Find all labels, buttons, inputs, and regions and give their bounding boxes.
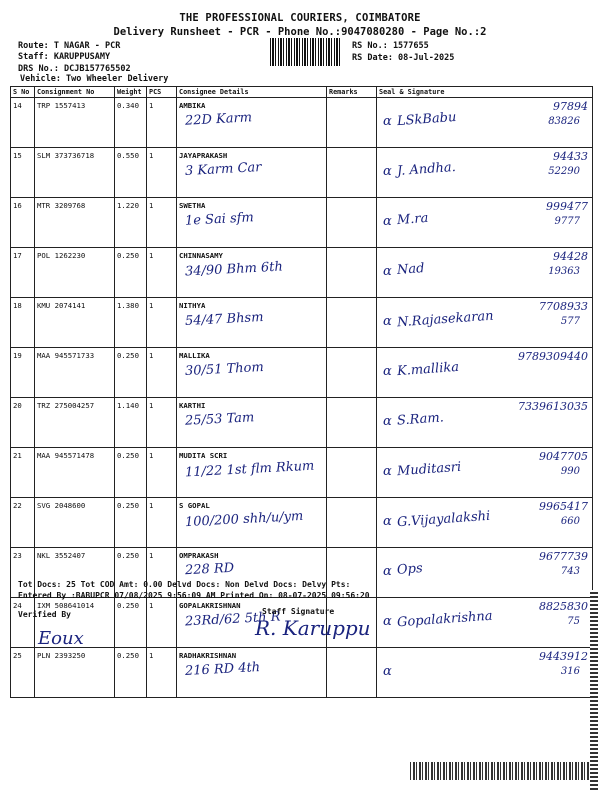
row-consignee	[177, 448, 327, 498]
row-consignee	[177, 298, 327, 348]
handwritten-phone: 94428	[553, 250, 588, 263]
row-pcs: 1	[147, 498, 177, 548]
row-consignee	[177, 248, 327, 298]
row-consignment: MTR 3209768	[35, 198, 115, 248]
signature-mark: α	[383, 514, 392, 529]
handwritten-address: 228 RD	[184, 560, 235, 579]
row-weight: 1.380	[115, 298, 147, 348]
handwritten-phone: 9965417	[539, 500, 588, 513]
signature-mark: α	[383, 314, 392, 329]
handwritten-signature: LSkBabu	[396, 109, 457, 130]
handwritten-phone-cont: 9777	[554, 216, 580, 227]
row-seal-signature	[377, 198, 593, 248]
row-consignment: KMU 2074141	[35, 298, 115, 348]
row-remarks	[327, 498, 377, 548]
table-row	[11, 548, 593, 598]
handwritten-signature: Ops	[396, 561, 424, 578]
consignee-name: SWETHA	[179, 201, 206, 210]
signature-mark: α	[383, 664, 392, 679]
table-row	[11, 148, 593, 198]
row-seal-signature	[377, 348, 593, 398]
row-pcs: 1	[147, 248, 177, 298]
handwritten-address: 216 RD 4th	[184, 660, 261, 679]
row-sno: 16	[11, 198, 35, 248]
consignee-name: KARTHI	[179, 401, 206, 410]
table-row	[11, 348, 593, 398]
row-sno: 19	[11, 348, 35, 398]
handwritten-address: 11/22 1st flm Rkum	[184, 458, 315, 481]
consignee-name: S GOPAL	[179, 501, 210, 510]
handwritten-address: 100/200 shh/u/ym	[184, 508, 304, 531]
handwritten-phone: 9047705	[539, 450, 588, 463]
row-consignment: NKL 3552407	[35, 548, 115, 598]
row-seal-signature	[377, 148, 593, 198]
route-label: Route: T NAGAR - PCR	[18, 41, 121, 51]
row-seal-signature	[377, 298, 593, 348]
row-pcs: 1	[147, 298, 177, 348]
row-consignee	[177, 98, 327, 148]
drs-number: DRS No.: DCJB157765502	[18, 64, 131, 74]
col-sno-header: S No	[11, 87, 35, 98]
row-weight: 1.140	[115, 398, 147, 448]
row-consignee	[177, 548, 327, 598]
row-consignment: TRP 1557413	[35, 98, 115, 148]
row-remarks	[327, 148, 377, 198]
handwritten-phone: 9789309440	[518, 350, 588, 363]
handwritten-phone: 94433	[553, 150, 588, 163]
row-weight: 0.250	[115, 598, 147, 648]
handwritten-phone: 8825830	[539, 600, 588, 613]
report-subtitle: Delivery Runsheet - PCR - Phone No.:9047080280 - Page No.:2	[113, 26, 487, 38]
handwritten-phone: 999477	[546, 200, 588, 213]
row-pcs: 1	[147, 598, 177, 648]
row-pcs: 1	[147, 148, 177, 198]
verifier-signature: Eoux	[38, 628, 84, 649]
handwritten-address: 25/53 Tam	[184, 410, 255, 429]
row-weight: 1.220	[115, 198, 147, 248]
row-consignment: MAA 945571733	[35, 348, 115, 398]
row-pcs: 1	[147, 448, 177, 498]
row-sno: 24	[11, 598, 35, 648]
handwritten-address: 23Rd/62 5th R	[184, 609, 281, 630]
consignee-name: AMBIKA	[179, 101, 206, 110]
handwritten-address: 54/47 Bhsm	[184, 309, 264, 330]
signature-mark: α	[383, 114, 392, 129]
row-remarks	[327, 98, 377, 148]
row-consignment: MAA 945571478	[35, 448, 115, 498]
handwritten-address: 30/51 Thom	[184, 359, 265, 380]
handwritten-phone-cont: 83826	[548, 116, 580, 127]
entered-by-line: Entered By :BABUPCR 07/08/2025 9:56:09 AM Printed On: 08-07-2025 09:56:20	[18, 591, 370, 600]
col-weight-header: Weight	[115, 87, 147, 98]
row-sno: 21	[11, 448, 35, 498]
row-seal-signature	[377, 98, 593, 148]
edge-barcode	[590, 590, 598, 790]
row-sno: 17	[11, 248, 35, 298]
handwritten-signature: M.ra	[396, 210, 429, 229]
col-consignee-header: Consignee Details	[177, 87, 327, 98]
consignee-name: GOPALAKRISHNAN	[179, 601, 241, 610]
row-sno: 23	[11, 548, 35, 598]
row-consignee	[177, 348, 327, 398]
col-remarks-header: Remarks	[327, 87, 377, 98]
row-remarks	[327, 248, 377, 298]
handwritten-signature: Gopalakrishna	[396, 608, 494, 631]
table-row	[11, 248, 593, 298]
handwritten-address: 3 Karm Car	[184, 160, 262, 179]
handwritten-phone: 9443912	[539, 650, 588, 663]
table-row	[11, 298, 593, 348]
col-consignment-header: Consignment No	[35, 87, 115, 98]
table-row	[11, 498, 593, 548]
table-header-row	[11, 87, 593, 98]
row-consignment: POL 1262230	[35, 248, 115, 298]
row-sno: 15	[11, 148, 35, 198]
table-row	[11, 198, 593, 248]
row-sno: 14	[11, 98, 35, 148]
row-weight: 0.550	[115, 148, 147, 198]
handwritten-phone-cont: 577	[560, 316, 580, 327]
col-pcs-header: PCS	[147, 87, 177, 98]
handwritten-phone: 9677739	[539, 550, 588, 563]
handwritten-signature: J. Andha.	[396, 159, 457, 180]
row-weight: 0.250	[115, 648, 147, 698]
rs-date: RS Date: 08-Jul-2025	[352, 53, 455, 63]
consignee-name: NITHYA	[179, 301, 206, 310]
handwritten-signature: G.Vijayalakshi	[396, 508, 491, 531]
col-seal-header: Seal & Signature	[377, 87, 593, 98]
handwritten-phone: 7339613035	[518, 400, 588, 413]
handwritten-phone-cont: 316	[560, 666, 580, 677]
signature-mark: α	[383, 164, 392, 179]
row-consignee	[177, 498, 327, 548]
row-consignment: IXM 508641014	[35, 598, 115, 648]
signature-mark: α	[383, 464, 392, 479]
table-row	[11, 648, 593, 698]
row-pcs: 1	[147, 398, 177, 448]
row-pcs: 1	[147, 198, 177, 248]
handwritten-phone-cont: 660	[560, 516, 580, 527]
row-remarks	[327, 398, 377, 448]
consignee-name: CHINNASAMY	[179, 251, 223, 260]
row-sno: 22	[11, 498, 35, 548]
row-pcs: 1	[147, 348, 177, 398]
verified-by-label: Verified By	[18, 610, 71, 619]
consignee-name: MALLIKA	[179, 351, 210, 360]
row-remarks	[327, 448, 377, 498]
handwritten-phone: 97894	[553, 100, 588, 113]
row-weight: 0.250	[115, 498, 147, 548]
consignee-name: OMPRAKASH	[179, 551, 219, 560]
report-title: THE PROFESSIONAL COURIERS, COIMBATORE	[179, 12, 421, 24]
barcode-image	[270, 38, 340, 66]
handwritten-phone: 7708933	[539, 300, 588, 313]
row-weight: 0.250	[115, 548, 147, 598]
handwritten-phone-cont: 990	[560, 466, 580, 477]
row-remarks	[327, 548, 377, 598]
row-seal-signature	[377, 598, 593, 648]
staff-signature-label: Staff Signature	[262, 607, 335, 616]
row-remarks	[327, 348, 377, 398]
totals-line: Tot Docs: 25 Tot COD Amt: 0.00 Delvd Docs: Non Delvd Docs: Delvy Pts:	[18, 580, 351, 589]
signature-mark: α	[383, 614, 392, 629]
handwritten-address: 34/90 Bhm 6th	[184, 259, 284, 280]
vehicle-label: Vehicle: Two Wheeler Delivery	[20, 74, 169, 84]
signature-mark: α	[383, 564, 392, 579]
handwritten-signature: Nad	[396, 261, 425, 278]
signature-mark: α	[383, 214, 392, 229]
row-seal-signature	[377, 498, 593, 548]
signature-mark: α	[383, 264, 392, 279]
row-seal-signature	[377, 548, 593, 598]
signature-mark: α	[383, 364, 392, 379]
row-weight: 0.250	[115, 448, 147, 498]
bottom-barcode	[410, 762, 590, 780]
row-sno: 18	[11, 298, 35, 348]
table-row	[11, 448, 593, 498]
row-seal-signature	[377, 448, 593, 498]
row-consignee	[177, 198, 327, 248]
rs-number: RS No.: 1577655	[352, 41, 429, 51]
handwritten-signature: K.mallika	[396, 359, 460, 380]
row-seal-signature	[377, 648, 593, 698]
row-sno: 25	[11, 648, 35, 698]
row-seal-signature	[377, 398, 593, 448]
handwritten-phone-cont: 75	[567, 616, 580, 627]
row-pcs: 1	[147, 648, 177, 698]
row-remarks	[327, 298, 377, 348]
row-pcs: 1	[147, 98, 177, 148]
handwritten-signature: Muditasri	[396, 459, 462, 480]
signature-mark: α	[383, 414, 392, 429]
row-weight: 0.250	[115, 348, 147, 398]
row-consignment: TRZ 275004257	[35, 398, 115, 448]
row-consignee	[177, 648, 327, 698]
consignee-name: JAYAPRAKASH	[179, 151, 228, 160]
row-remarks	[327, 198, 377, 248]
handwritten-signature: N.Rajasekaran	[396, 308, 495, 331]
row-pcs: 1	[147, 548, 177, 598]
row-consignment: SVG 2048600	[35, 498, 115, 548]
row-consignee	[177, 148, 327, 198]
row-sno: 20	[11, 398, 35, 448]
row-weight: 0.250	[115, 248, 147, 298]
handwritten-address: 22D Karm	[184, 110, 253, 129]
row-remarks	[327, 648, 377, 698]
row-seal-signature	[377, 248, 593, 298]
table-row	[11, 98, 593, 148]
row-consignment: SLM 373736718	[35, 148, 115, 198]
table-row	[11, 398, 593, 448]
handwritten-phone-cont: 743	[560, 566, 580, 577]
staff-label: Staff: KARUPPUSAMY	[18, 52, 111, 62]
row-weight: 0.340	[115, 98, 147, 148]
handwritten-address: 1e Sai sfm	[184, 210, 255, 229]
consignee-name: RADHAKRISHNAN	[179, 651, 237, 660]
staff-signature: R. Karuppu	[255, 616, 371, 640]
handwritten-signature: S.Ram.	[396, 410, 445, 429]
row-consignee	[177, 398, 327, 448]
handwritten-phone-cont: 19363	[548, 266, 580, 277]
handwritten-phone-cont: 52290	[548, 166, 580, 177]
consignee-name: MUDITA SCRI	[179, 451, 228, 460]
row-consignment: PLN 2393250	[35, 648, 115, 698]
